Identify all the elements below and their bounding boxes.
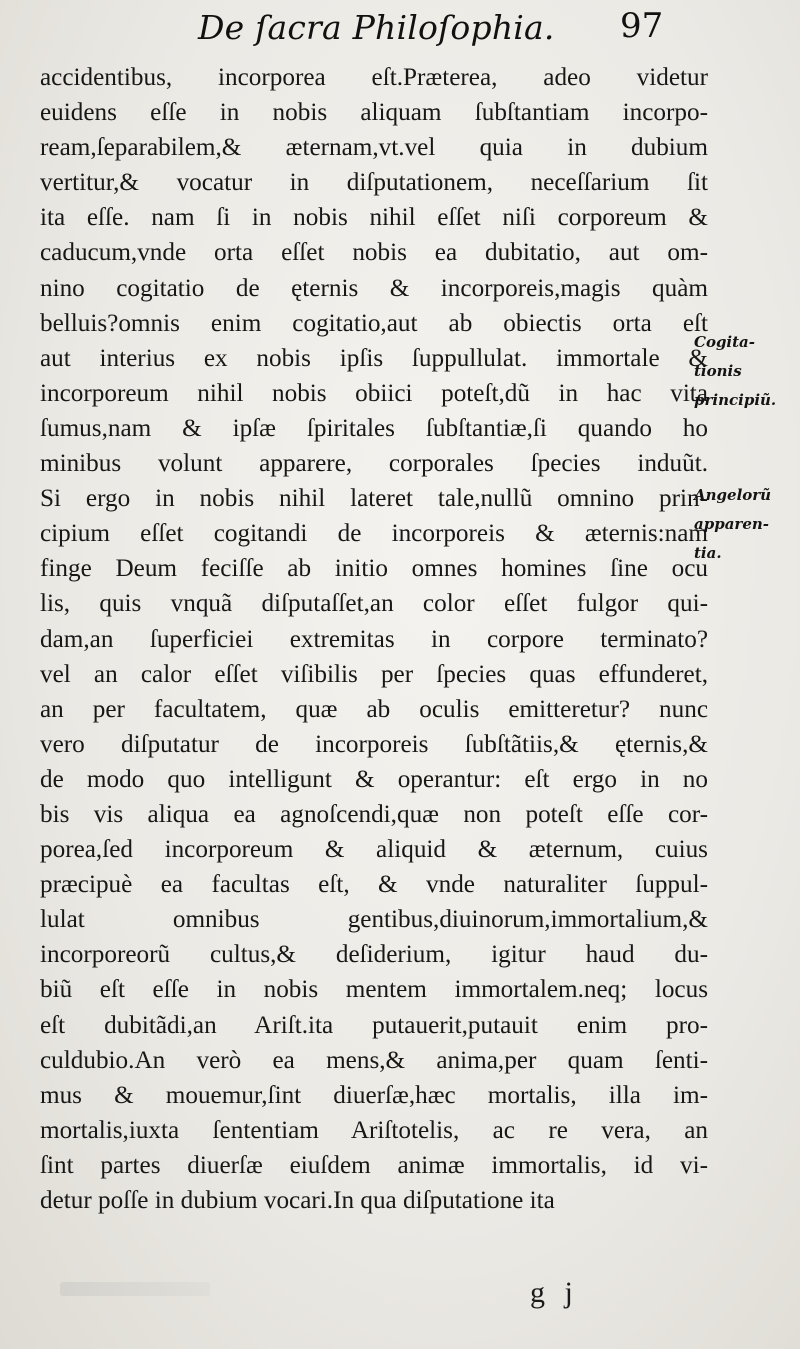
text-line: Si ergo in nobis nihil lateret tale,nullũ omnino prin- <box>40 485 708 513</box>
text-line: ſint partes diuerſæ eiuſdem animæ immortalis, id vi- <box>40 1151 708 1179</box>
signature-mark: g j <box>530 1276 579 1309</box>
page-number: 97 <box>620 6 664 46</box>
text-line: detur poſſe in dubium vocari.In qua diſputatione ita <box>40 1187 555 1214</box>
text-line: euidens eſſe in nobis aliquam ſubſtantiam incorpo- <box>40 99 708 127</box>
margin-note-cogitationis-1: Cogita- <box>694 333 756 351</box>
text-line: mus & mouemur,ſint diuerſæ,hæc mortalis, illa im- <box>40 1081 708 1109</box>
text-line: mortalis,iuxta ſententiam Ariſtotelis, ac re vera, an <box>40 1116 708 1144</box>
text-line: finge Deum feciſſe ab initio omnes homines ſine ocu <box>40 555 708 583</box>
text-line: vel an calor eſſet viſibilis per ſpecies quas effunderet, <box>40 660 708 688</box>
text-line: ita eſſe. nam ſi in nobis nihil eſſet niſi corporeum & <box>40 204 708 232</box>
text-line: aut interius ex nobis ipſis ſuppullulat. immortale & <box>40 344 708 372</box>
text-line: præcipuè ea facultas eſt, & vnde naturaliter ſuppul- <box>40 871 708 899</box>
text-line: de modo quo intelligunt & operantur: eſt ergo in no <box>40 765 708 793</box>
text-line: lis, quis vnquã diſputaſſet,an color eſſet fulgor qui- <box>40 590 708 618</box>
margin-note-angelorum-3: tia. <box>694 544 722 562</box>
text-line: an per facultatem, quæ ab oculis emitteretur? nunc <box>40 695 708 723</box>
text-line: bis vis aliqua ea agnoſcendi,quæ non poteſt eſſe cor- <box>40 800 708 828</box>
bleed-through-smudge <box>60 1282 210 1296</box>
text-line: belluis?omnis enim cogitatio,aut ab obiectis orta eſt <box>40 309 708 337</box>
text-line: ream,ſeparabilem,& æternam,vt.vel quia in dubium <box>40 134 708 162</box>
text-line: porea,ſed incorporeum & aliquid & æternum, cuius <box>40 836 708 864</box>
text-line: vero diſputatur de incorporeis ſubſtãtiis,& ęternis,& <box>40 730 708 758</box>
body-text <box>40 60 708 1218</box>
text-line: ſumus,nam & ipſæ ſpiritales ſubſtantiæ,ſi quando ho <box>40 414 708 442</box>
margin-notes <box>694 0 800 1349</box>
text-line: accidentibus, incorporea eſt.Præterea, adeo videtur <box>40 64 708 91</box>
page-header <box>0 6 800 50</box>
text-line: culdubio.An verò ea mens,& anima,per quam ſenti- <box>40 1046 708 1074</box>
margin-note-angelorum-2: apparen- <box>694 515 769 533</box>
text-line: vertitur,& vocatur in diſputationem, neceſſarium ſit <box>40 169 708 197</box>
running-title: De ſacra Philoſophia. <box>198 8 555 47</box>
text-line: nino cogitatio de ęternis & incorporeis,magis quàm <box>40 274 708 302</box>
margin-note-cogitationis-2: tionis <box>694 362 742 380</box>
text-line: incorporeorũ cultus,& deſiderium, igitur haud du- <box>40 941 708 969</box>
text-line: biũ eſt eſſe in nobis mentem immortalem.neq; locus <box>40 976 708 1004</box>
text-line: eſt dubitãdi,an Ariſt.ita putauerit,putauit enim pro- <box>40 1011 708 1039</box>
margin-note-angelorum-1: Angelorũ <box>694 486 772 504</box>
text-line: lulat omnibus gentibus,diuinorum,immortalium,& <box>40 906 708 934</box>
text-line: caducum,vnde orta eſſet nobis ea dubitatio, aut om- <box>40 239 708 267</box>
text-line: cipium eſſet cogitandi de incorporeis & æternis:nam <box>40 520 708 548</box>
margin-note-cogitationis-3: principiũ. <box>694 391 777 409</box>
text-line: minibus volunt apparere, corporales ſpecies induũt. <box>40 450 708 478</box>
text-line: dam,an ſuperficiei extremitas in corpore terminato? <box>40 625 708 653</box>
text-line: incorporeum nihil nobis obiici poteſt,dũ in hac vita <box>40 379 708 407</box>
